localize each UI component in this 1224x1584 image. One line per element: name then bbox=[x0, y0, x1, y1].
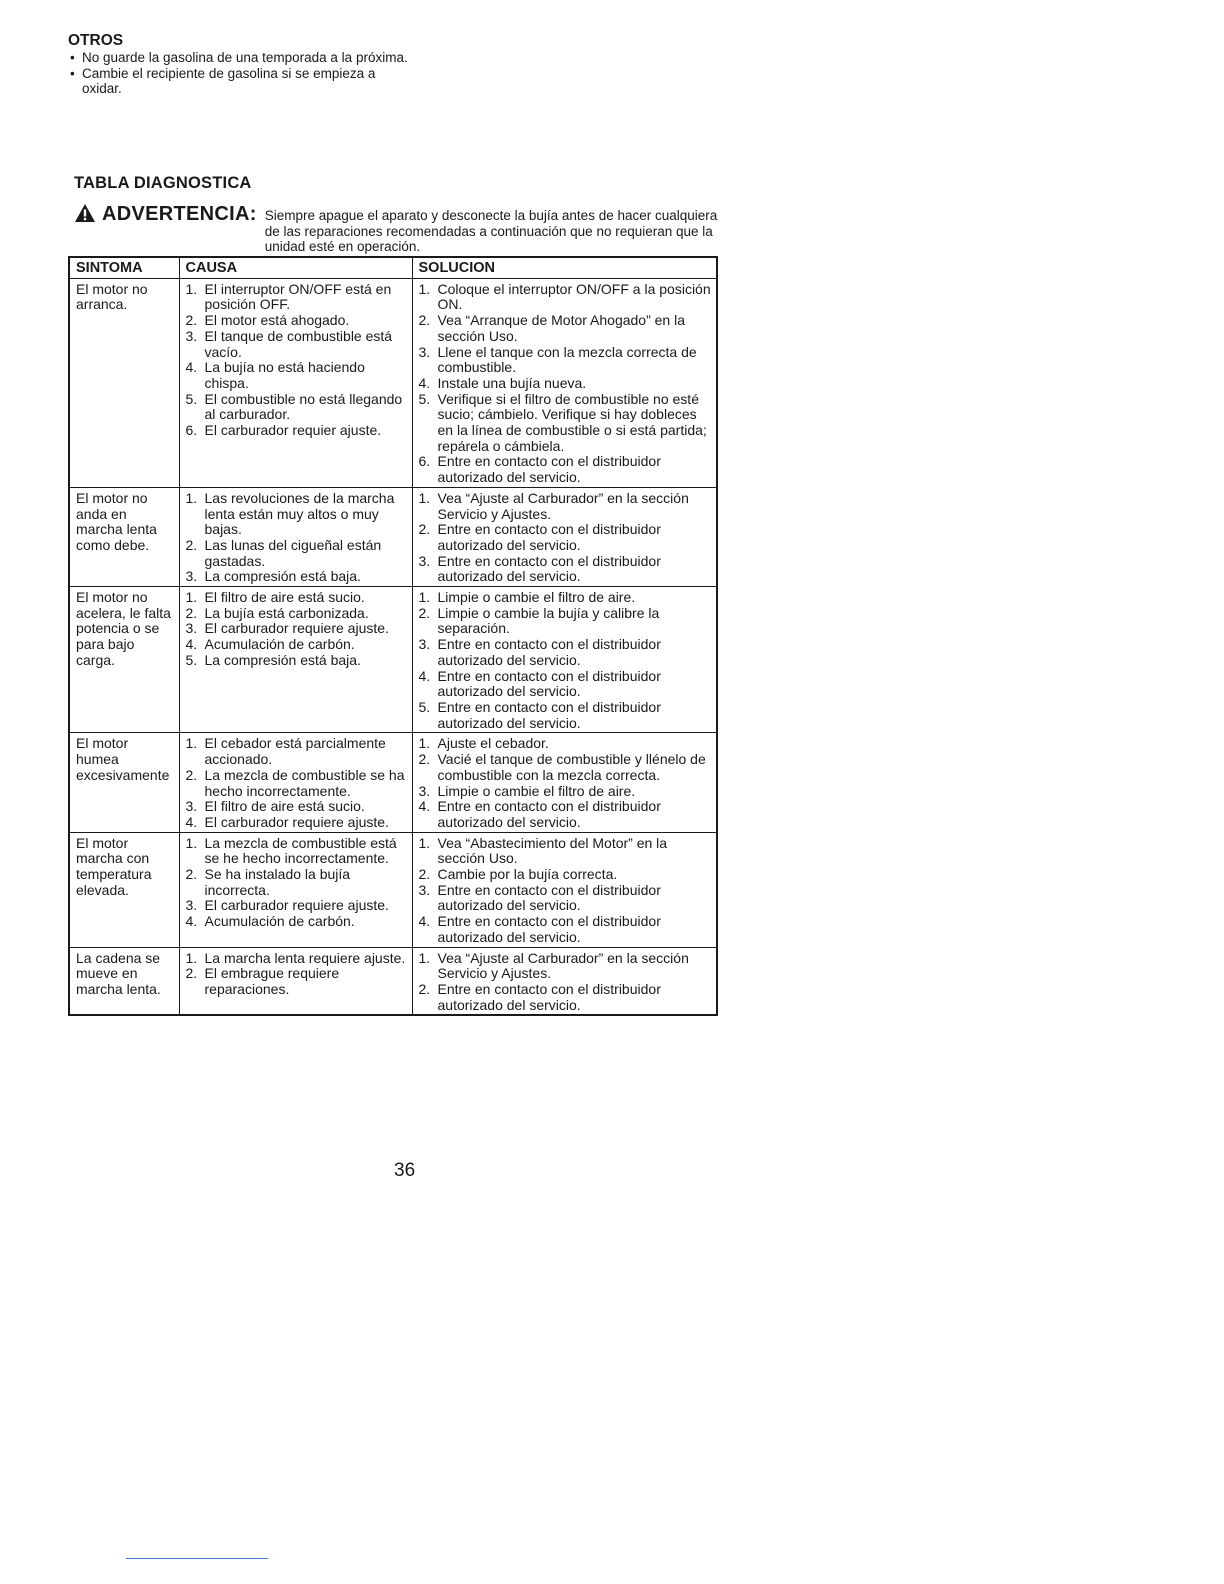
causa-cell bbox=[179, 487, 412, 586]
causa-item bbox=[186, 799, 407, 815]
solucion-item-text: Entre en contacto con el distribuidor autorizado del servicio. bbox=[437, 698, 661, 731]
solucion-item-number: 1. bbox=[418, 834, 431, 851]
sintoma-cell: El motor no acelera, le falta potencia o se para bajo carga. bbox=[69, 587, 179, 733]
causa-item-text: La bujía está carbonizada. bbox=[204, 604, 369, 621]
solucion-cell bbox=[412, 947, 717, 1015]
table-header-row bbox=[69, 257, 717, 278]
sintoma-cell: El motor no arranca. bbox=[69, 278, 179, 487]
table-body bbox=[69, 278, 717, 1015]
solucion-item bbox=[419, 282, 712, 313]
causa-item-number: 2. bbox=[185, 766, 198, 783]
causa-item bbox=[186, 768, 407, 799]
sintoma-cell: El motor marcha con temperatura elevada. bbox=[69, 832, 179, 947]
list-item: • Cambie el recipiente de gasolina si se empieza a oxidar. bbox=[68, 66, 408, 97]
solucion-item bbox=[419, 914, 712, 945]
solucion-item-text: Coloque el interruptor ON/OFF a la posición ON. bbox=[437, 280, 711, 313]
solucion-item-text: Entre en contacto con el distribuidor autorizado del servicio. bbox=[437, 636, 661, 668]
causa-item-number: 1. bbox=[185, 735, 198, 752]
page-number: 36 bbox=[394, 1160, 416, 1181]
causa-item-text: El carburador requier ajuste. bbox=[204, 422, 382, 439]
solucion-item-number: 1. bbox=[418, 949, 431, 966]
causa-item-text: La compresión está baja. bbox=[204, 568, 361, 585]
causa-cell bbox=[179, 733, 412, 832]
sintoma-cell: El motor no anda en marcha lenta como debe. bbox=[69, 487, 179, 586]
causa-item-text: Las lunas del cigueñal están gastadas. bbox=[204, 536, 382, 569]
warning-text: Siempre apague el aparato y desconecte la bujía antes de hacer cualquiera de las reparaciones recomendadas a continuación que no requieran que la unidad esté en operación. bbox=[264, 208, 718, 254]
solucion-item bbox=[419, 637, 712, 668]
table-row bbox=[69, 733, 717, 832]
causa-item bbox=[186, 313, 407, 329]
solucion-item-text: Entre en contacto con el distribuidor autorizado del servicio. bbox=[437, 521, 661, 553]
solucion-item-number: 3. bbox=[418, 881, 431, 898]
warning-label: ADVERTENCIA: bbox=[102, 203, 257, 225]
causa-item-text: El embrague requiere reparaciones. bbox=[204, 965, 340, 997]
solucion-item bbox=[419, 883, 712, 914]
solucion-item bbox=[419, 799, 712, 830]
causa-item-number: 6. bbox=[185, 422, 198, 439]
solucion-item-text: Llene el tanque con la mezcla correcta de combustible. bbox=[437, 343, 697, 376]
solucion-cell bbox=[412, 487, 717, 586]
causa-item bbox=[186, 621, 407, 637]
causa-item-number: 3. bbox=[185, 897, 198, 914]
causa-item-text: La bujía no está haciendo chispa. bbox=[204, 359, 365, 391]
causa-item-number: 2. bbox=[185, 965, 198, 982]
solucion-item-number: 6. bbox=[418, 453, 431, 470]
causa-item-text: El carburador requiere ajuste. bbox=[204, 620, 389, 637]
causa-item bbox=[186, 951, 407, 967]
causa-item-text: La compresión está baja. bbox=[204, 651, 361, 668]
solucion-item bbox=[419, 700, 712, 731]
solucion-item-text: Limpie o cambie el filtro de aire. bbox=[437, 589, 636, 606]
solucion-item-text: Vea “Arranque de Motor Ahogado” en la sección Uso. bbox=[437, 312, 686, 344]
solucion-item-text: Ajuste el cebador. bbox=[437, 735, 549, 752]
solucion-item bbox=[419, 752, 712, 783]
solucion-item-number: 2. bbox=[418, 521, 431, 538]
solucion-item bbox=[419, 454, 712, 485]
causa-item-number: 4. bbox=[185, 636, 198, 653]
causa-item-number: 1. bbox=[185, 489, 198, 506]
solucion-item-text: Entre en contacto con el distribuidor autorizado del servicio. bbox=[437, 798, 661, 830]
solucion-item-text: Vea “Ajuste al Carburador” en la sección Servicio y Ajustes. bbox=[437, 489, 689, 522]
solucion-item-number: 1. bbox=[418, 589, 431, 606]
table-row bbox=[69, 587, 717, 733]
causa-item bbox=[186, 637, 407, 653]
causa-item-text: El carburador requiere ajuste. bbox=[204, 813, 389, 830]
solucion-item-number: 2. bbox=[418, 604, 431, 621]
causa-item-number: 4. bbox=[185, 359, 198, 376]
causa-item-text: El combustible no está llegando al carburador. bbox=[204, 390, 403, 423]
causa-item-number: 1. bbox=[185, 949, 198, 966]
table-row bbox=[69, 832, 717, 947]
header-solucion: SOLUCION bbox=[412, 257, 717, 278]
causa-item-number: 3. bbox=[185, 327, 198, 344]
causa-item bbox=[186, 392, 407, 423]
solucion-item-number: 2. bbox=[418, 866, 431, 883]
causa-item-number: 1. bbox=[185, 589, 198, 606]
solucion-item bbox=[419, 606, 712, 637]
causa-item-text: El motor está ahogado. bbox=[204, 312, 350, 329]
solucion-item-text: Entre en contacto con el distribuidor autorizado del servicio. bbox=[437, 980, 661, 1013]
solucion-item bbox=[419, 590, 712, 606]
causa-item bbox=[186, 538, 407, 569]
solucion-item-number: 4. bbox=[418, 667, 431, 684]
solucion-item-number: 3. bbox=[418, 343, 431, 360]
table-row bbox=[69, 278, 717, 487]
solucion-item bbox=[419, 522, 712, 553]
causa-item bbox=[186, 815, 407, 831]
causa-item-text: La mezcla de combustible se ha hecho incorrectamente. bbox=[204, 766, 405, 799]
causa-item-text: Acumulación de carbón. bbox=[204, 913, 355, 930]
solucion-item-text: Limpie o cambie el filtro de aire. bbox=[437, 782, 636, 799]
causa-item bbox=[186, 491, 407, 538]
solucion-item-number: 3. bbox=[418, 782, 431, 799]
causa-item bbox=[186, 898, 407, 914]
causa-item bbox=[186, 360, 407, 391]
solucion-item bbox=[419, 376, 712, 392]
causa-item bbox=[186, 836, 407, 867]
warning-triangle-icon bbox=[74, 203, 96, 223]
causa-item bbox=[186, 606, 407, 622]
solucion-cell bbox=[412, 733, 717, 832]
causa-item-text: Las revoluciones de la marcha lenta están muy altos o muy bajas. bbox=[204, 489, 395, 538]
solucion-item-number: 1. bbox=[418, 489, 431, 506]
causa-item bbox=[186, 329, 407, 360]
causa-item-number: 1. bbox=[185, 834, 198, 851]
causa-item bbox=[186, 653, 407, 669]
solucion-cell bbox=[412, 278, 717, 487]
solucion-item bbox=[419, 836, 712, 867]
causa-item-text: El filtro de aire está sucio. bbox=[204, 589, 365, 606]
header-causa: CAUSA bbox=[179, 257, 412, 278]
solucion-item-number: 5. bbox=[418, 698, 431, 715]
solucion-item bbox=[419, 784, 712, 800]
causa-item-number: 2. bbox=[185, 604, 198, 621]
causa-item bbox=[186, 736, 407, 767]
causa-item bbox=[186, 914, 407, 930]
solucion-item-text: Instale una bujía nueva. bbox=[437, 374, 587, 391]
solucion-item-text: Entre en contacto con el distribuidor autorizado del servicio. bbox=[437, 552, 661, 585]
causa-item bbox=[186, 282, 407, 313]
solucion-item-number: 3. bbox=[418, 552, 431, 569]
solucion-item-number: 2. bbox=[418, 312, 431, 329]
header-sintoma: SINTOMA bbox=[69, 257, 179, 278]
solucion-item-number: 2. bbox=[418, 980, 431, 997]
sintoma-cell: La cadena se mueve en marcha lenta. bbox=[69, 947, 179, 1015]
solucion-item bbox=[419, 982, 712, 1013]
solucion-item-text: Limpie o cambie la bujía y calibre la separación. bbox=[437, 604, 660, 637]
causa-item-number: 1. bbox=[185, 280, 198, 297]
causa-item-number: 4. bbox=[185, 913, 198, 930]
solucion-item bbox=[419, 345, 712, 376]
otros-heading: OTROS bbox=[68, 32, 124, 49]
causa-item bbox=[186, 590, 407, 606]
solucion-item-number: 4. bbox=[418, 798, 431, 815]
causa-item-number: 3. bbox=[185, 798, 198, 815]
solucion-item-text: Vacié el tanque de combustible y llénelo de combustible con la mezcla correcta. bbox=[437, 751, 706, 783]
causa-item bbox=[186, 423, 407, 439]
causa-item-text: La mezcla de combustible está se he hecho incorrectamente. bbox=[204, 834, 397, 867]
solucion-cell bbox=[412, 832, 717, 947]
solucion-item-text: Entre en contacto con el distribuidor autorizado del servicio. bbox=[437, 667, 661, 700]
causa-item bbox=[186, 569, 407, 585]
solucion-item-number: 1. bbox=[418, 280, 431, 297]
table-row bbox=[69, 487, 717, 586]
solucion-item-text: Entre en contacto con el distribuidor autorizado del servicio. bbox=[437, 453, 661, 486]
solucion-cell bbox=[412, 587, 717, 733]
solucion-item-number: 1. bbox=[418, 735, 431, 752]
solucion-item bbox=[419, 867, 712, 883]
list-item: • No guarde la gasolina de una temporada a la próxima. bbox=[68, 50, 408, 66]
causa-item-number: 3. bbox=[185, 620, 198, 637]
solucion-item-text: Vea “Abastecimiento del Motor” en la sección Uso. bbox=[437, 834, 668, 867]
causa-item-text: El carburador requiere ajuste. bbox=[204, 897, 389, 914]
causa-cell bbox=[179, 832, 412, 947]
causa-item-text: Acumulación de carbón. bbox=[204, 636, 355, 653]
solucion-item-text: Vea “Ajuste al Carburador” en la sección Servicio y Ajustes. bbox=[437, 949, 689, 982]
causa-item-number: 2. bbox=[185, 312, 198, 329]
solucion-item bbox=[419, 491, 712, 522]
causa-item-text: El interruptor ON/OFF está en posición OFF. bbox=[204, 280, 392, 313]
causa-item-number: 5. bbox=[185, 651, 198, 668]
solucion-item bbox=[419, 392, 712, 455]
solucion-item-number: 2. bbox=[418, 751, 431, 768]
warning-block bbox=[74, 200, 718, 255]
solucion-item-number: 4. bbox=[418, 374, 431, 391]
causa-item-number: 3. bbox=[185, 568, 198, 585]
causa-item-number: 5. bbox=[185, 390, 198, 407]
causa-cell bbox=[179, 587, 412, 733]
otros-list bbox=[68, 50, 408, 97]
table-row bbox=[69, 947, 717, 1015]
solucion-item bbox=[419, 554, 712, 585]
diagnostic-table bbox=[68, 256, 718, 1016]
solucion-item bbox=[419, 951, 712, 982]
causa-cell bbox=[179, 947, 412, 1015]
solucion-item-number: 3. bbox=[418, 636, 431, 653]
otros-section bbox=[68, 32, 408, 97]
solucion-item-text: Entre en contacto con el distribuidor autorizado del servicio. bbox=[437, 881, 661, 914]
causa-item-number: 2. bbox=[185, 536, 198, 553]
causa-item-text: El tanque de combustible está vacío. bbox=[204, 327, 393, 360]
solucion-item bbox=[419, 669, 712, 700]
solucion-item-number: 5. bbox=[418, 390, 431, 407]
causa-item-number: 2. bbox=[185, 866, 198, 883]
solucion-item bbox=[419, 736, 712, 752]
causa-item-text: Se ha instalado la bujía incorrecta. bbox=[204, 866, 351, 898]
causa-item-text: El filtro de aire está sucio. bbox=[204, 798, 365, 815]
causa-item-text: La marcha lenta requiere ajuste. bbox=[204, 949, 406, 966]
solucion-item-text: Entre en contacto con el distribuidor autorizado del servicio. bbox=[437, 913, 661, 945]
diagnostic-table-title: TABLA DIAGNOSTICA bbox=[74, 174, 252, 192]
sintoma-cell: El motor humea excesivamente bbox=[69, 733, 179, 832]
causa-item-text: El cebador está parcialmente accionado. bbox=[204, 735, 386, 768]
causa-item-number: 4. bbox=[185, 813, 198, 830]
solucion-item bbox=[419, 313, 712, 344]
footer-divider bbox=[126, 1558, 268, 1559]
solucion-item-text: Verifique si el filtro de combustible no esté sucio; cámbielo. Verifique si hay dobleces en la línea de combustible o si está partida; repárela o cámbiela. bbox=[437, 390, 707, 454]
causa-item bbox=[186, 966, 407, 997]
causa-cell bbox=[179, 278, 412, 487]
solucion-item-number: 4. bbox=[418, 913, 431, 930]
solucion-item-text: Cambie por la bujía correcta. bbox=[437, 866, 618, 883]
causa-item bbox=[186, 867, 407, 898]
